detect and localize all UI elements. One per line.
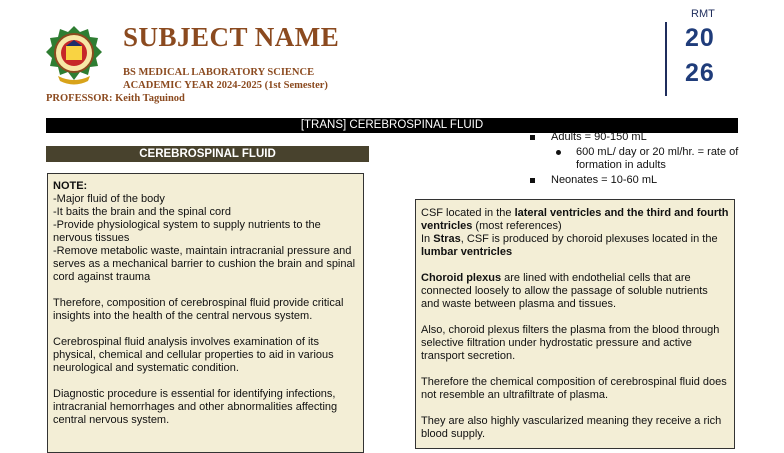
filtration-paragraph: Also, choroid plexus filters the plasma from the blood through selective filtration under hydrostatic pressure and active transport secretion. [421,324,720,362]
note-paragraph: Therefore, composition of cerebrospinal fluid provide critical insights into the health of the central nervous system. [53,297,344,322]
round-bullet-icon [556,150,561,155]
note-paragraph: Cerebrospinal fluid analysis involves examination of its physical, chemical and cellular properties to aid in various neurological and systematic condition. [53,336,334,374]
note-box [47,173,364,453]
note-title: NOTE: [53,180,88,192]
csf-info-box [415,199,735,449]
note-line: -Remove metabolic waste, maintain intracranial pressure and serves as a mechanical barrier to cushion the brain and spinal cord against trauma [53,245,356,283]
professor-name: PROFESSOR: Keith Taguinod [46,93,185,104]
list-item [576,146,766,171]
square-bullet-icon [530,178,535,183]
rmt-label: RMT [691,8,715,20]
note-line: -Provide physiological system to supply nutrients to the nervous tissues [53,219,321,244]
list-item [530,174,657,187]
section-heading: CEREBROSPINAL FLUID [46,146,369,162]
formation-rate: 600 mL/ day or 20 ml/hr. = rate of formation in adults [576,146,739,171]
square-bullet-icon [530,135,535,140]
note-line: -It baits the brain and the spinal cord [53,206,231,218]
composition-paragraph: Therefore the chemical composition of cerebrospinal fluid does not resemble an ultrafiltrate of plasma. [421,376,727,401]
subject-name: SUBJECT NAME [123,22,340,52]
program-name: BS MEDICAL LABORATORY SCIENCE [123,67,315,78]
note-paragraph: Diagnostic procedure is essential for identifying infections, intracranial hemorrhages and other abnormalities affecting central nervous system. [53,388,338,426]
csf-location-paragraph: CSF located in the lateral ventricles and the third and fourth ventricles (most references) In Stras, CSF is produced by choroid plexuses located in the lumbar ventricles [421,207,729,258]
university-seal-logo [44,24,104,86]
list-item [530,131,647,144]
document-title-bar: [TRANS] CEREBROSPINAL FLUID [46,118,738,133]
choroid-plexus-paragraph: Choroid plexus are lined with endothelial cells that are connected loosely to allow the passage of soluble nutrients and waste between plasma and tissues. [421,272,708,310]
adults-volume: Adults = 90-150 mL [551,131,647,143]
rmt-divider [665,22,667,96]
vascularization-paragraph: They are also highly vascularized meaning they receive a rich blood supply. [421,415,722,440]
academic-year: ACADEMIC YEAR 2024-2025 (1st Semester) [123,80,328,91]
note-line: -Major fluid of the body [53,193,165,205]
rmt-year-bottom: 26 [685,59,715,87]
rmt-year-top: 20 [685,24,715,52]
neonates-volume: Neonates = 10-60 mL [551,174,658,186]
